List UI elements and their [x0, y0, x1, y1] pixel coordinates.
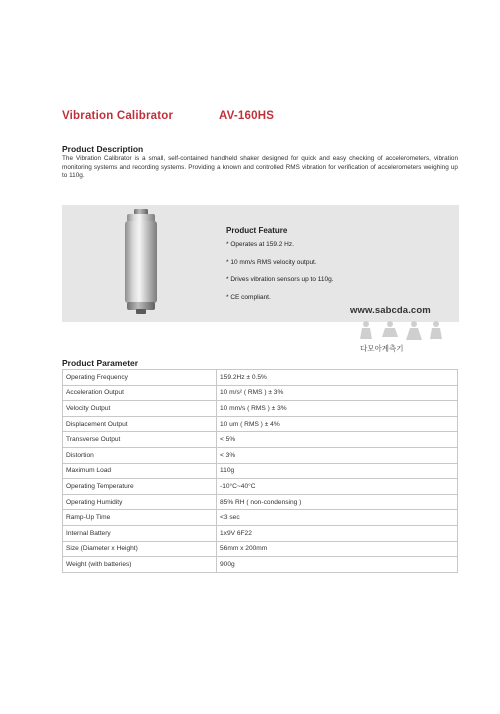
table-row: [63, 432, 458, 448]
param-value: -10°C~40°C: [217, 479, 458, 495]
param-value: < 5%: [217, 432, 458, 448]
feature-item: * CE compliant.: [226, 293, 271, 301]
table-row: [63, 510, 458, 526]
feature-item: * Operates at 159.2 Hz.: [226, 241, 294, 248]
param-value: 56mm x 200mm: [217, 541, 458, 557]
description-heading: Product Description: [62, 144, 144, 154]
feature-heading: Product Feature: [226, 226, 288, 235]
description-text: The Vibration Calibrator is a small, self-contained handheld shaker designed for quick and easy checking of accelerometers, vibration monitoring systems and recording systems. Providing a known and controlled RMS vibration for verification of accelerometers weighing up to 110g.: [62, 155, 458, 179]
param-value: 10 um ( RMS ) ± 4%: [217, 416, 458, 432]
watermark-figures-icon: [352, 319, 452, 343]
parameter-table: [62, 369, 458, 573]
table-row: [63, 463, 458, 479]
table-row: [63, 370, 458, 386]
watermark-korean-text: 다모아계측기: [360, 344, 404, 353]
param-name: Operating Humidity: [63, 494, 217, 510]
watermark: [350, 305, 460, 357]
param-name: Velocity Output: [63, 401, 217, 417]
param-name: Transverse Output: [63, 432, 217, 448]
parameter-heading: Product Parameter: [62, 358, 139, 368]
param-value: <3 sec: [217, 510, 458, 526]
table-row: [63, 557, 458, 573]
param-value: 159.2Hz ± 0.5%: [217, 370, 458, 386]
param-value: 10 m/s² ( RMS ) ± 3%: [217, 385, 458, 401]
param-value: 110g: [217, 463, 458, 479]
table-row: [63, 401, 458, 417]
table-row: [63, 416, 458, 432]
param-value: < 3%: [217, 447, 458, 463]
param-value: 85% RH ( non-condensing ): [217, 494, 458, 510]
param-name: Ramp-Up Time: [63, 510, 217, 526]
param-name: Acceleration Output: [63, 385, 217, 401]
page-title: Vibration Calibrator: [62, 110, 174, 122]
param-name: Internal Battery: [63, 525, 217, 541]
param-name: Maximum Load: [63, 463, 217, 479]
calibrator-device-image: [121, 209, 161, 315]
table-row: [63, 525, 458, 541]
table-row: [63, 479, 458, 495]
table-row: [63, 385, 458, 401]
param-value: 10 mm/s ( RMS ) ± 3%: [217, 401, 458, 417]
feature-item: * 10 mm/s RMS velocity output.: [226, 258, 317, 266]
param-value: 900g: [217, 557, 458, 573]
param-name: Weight (with batteries): [63, 557, 217, 573]
feature-list: [226, 240, 334, 310]
table-row: [63, 447, 458, 463]
param-value: 1x9V 6F22: [217, 525, 458, 541]
model-number: AV-160HS: [219, 110, 275, 122]
param-name: Operating Frequency: [63, 370, 217, 386]
table-row: [63, 541, 458, 557]
param-name: Size (Diameter x Height): [63, 541, 217, 557]
title-row: [62, 110, 462, 126]
param-name: Distortion: [63, 447, 217, 463]
watermark-url: www.sabcda.com: [350, 305, 431, 316]
feature-item: * Drives vibration sensors up to 110g.: [226, 276, 334, 283]
param-name: Operating Temperature: [63, 479, 217, 495]
table-row: [63, 494, 458, 510]
param-name: Displacement Output: [63, 416, 217, 432]
